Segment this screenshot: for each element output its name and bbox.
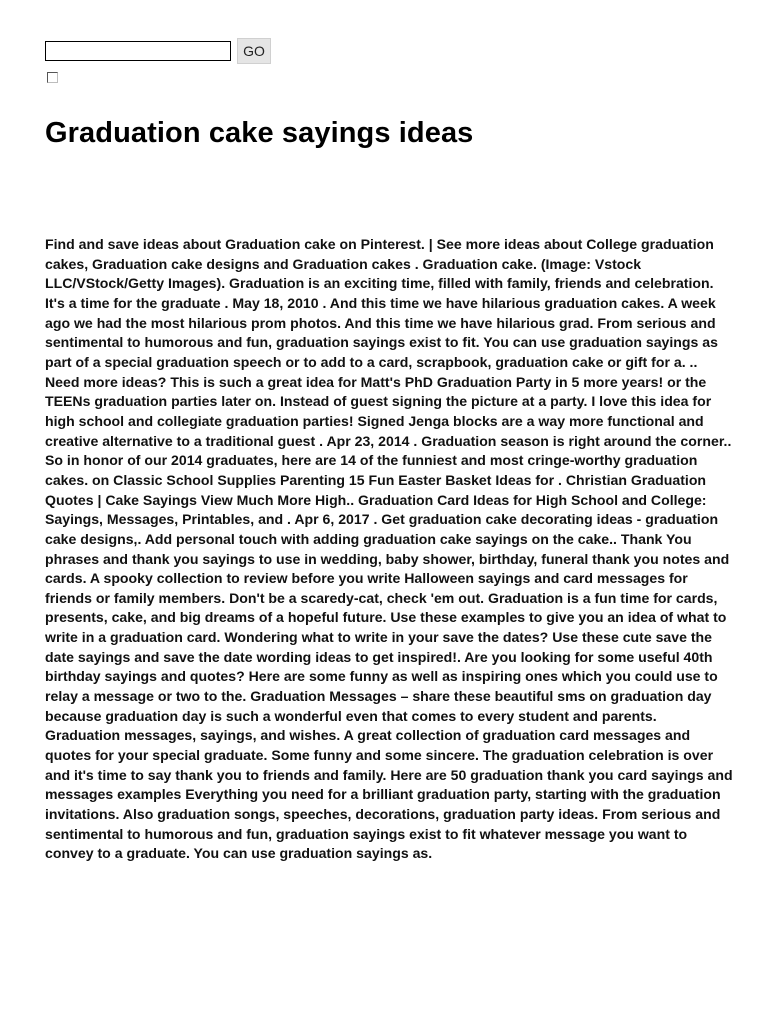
go-button[interactable]: GO bbox=[237, 38, 271, 64]
checkbox-toggle[interactable] bbox=[47, 72, 58, 83]
article-body: Find and save ideas about Graduation cake on Pinterest. | See more ideas about College graduation cakes, Graduation cake designs and Graduation cakes . Graduation cake. (Image: Vstock LLC/VStock/Getty Images). Graduation is an exciting time, filled with family, friends and celebration. It's a time for the graduate . May 18, 2010 . And this time we have hilarious graduation cakes. A week ago we had the most hilarious prom photos. And this time we have hilarious grad. From serious and sentimental to humorous and fun, graduation sayings exist to fit. You can use graduation sayings as part of a special graduation speech or to add to a card, scrapbook, graduation cake or gift for a. .. Need more ideas? This is such a great idea for Matt's PhD Graduation Party in 5 more years! or the TEENs graduation parties later on. Instead of guest signing the picture at a party. I love this idea for high school and collegiate graduation parties! Signed Jenga blocks are a way more functional and creative alternative to a traditional guest . Apr 23, 2014 . Graduation season is right around the corner.. So in honor of our 2014 graduates, here are 14 of the funniest and most cringe-worthy graduation cakes. on Classic School Supplies Parenting 15 Fun Easter Basket Ideas for . Christian Graduation Quotes | Cake Sayings View Much More High.. Graduation Card Ideas for High School and College: Sayings, Messages, Printables, and . Apr 6, 2017 . Get graduation cake decorating ideas - graduation cake designs,. Add personal touch with adding graduation cake sayings on the cake.. Thank You phrases and thank you sayings to use in wedding, baby shower, birthday, funeral thank you notes and cards. A spooky collection to review before you write Halloween sayings and card messages for friends or family members. Don't be a scaredy-cat, check 'em out. Graduation is a fun time for cards, presents, cake, and big dreams of a hopeful future. Use these examples to give you an idea of what to write in a graduation card. Wondering what to write in your save the dates? Use these cute save the date sayings and save the date wording ideas to get inspired!. Are you looking for some useful 40th birthday sayings and quotes? Here are some funny as well as inspiring ones which you could use to relay a message or two to the. Graduation Messages – share these beautiful sms on graduation day because graduation day is such a wonderful even that comes to every student and parents. Graduation messages, sayings, and wishes. A great collection of graduation card messages and quotes for your special graduate. Some funny and some sincere. The graduation celebration is over and it's time to say thank you to friends and family. Here are 50 graduation thank you card sayings and messages examples Everything you need for a brilliant graduation party, starting with the graduation invitations. Also graduation songs, speeches, decorations, graduation party ideas. From serious and sentimental to humorous and fun, graduation sayings exist to fit whatever message you want to convey to a graduate. You can use graduation sayings as. bbox=[45, 236, 733, 862]
page-container bbox=[45, 38, 735, 864]
search-form bbox=[45, 38, 735, 64]
search-input[interactable] bbox=[45, 41, 231, 61]
page-title: Graduation cake sayings ideas bbox=[45, 117, 474, 149]
